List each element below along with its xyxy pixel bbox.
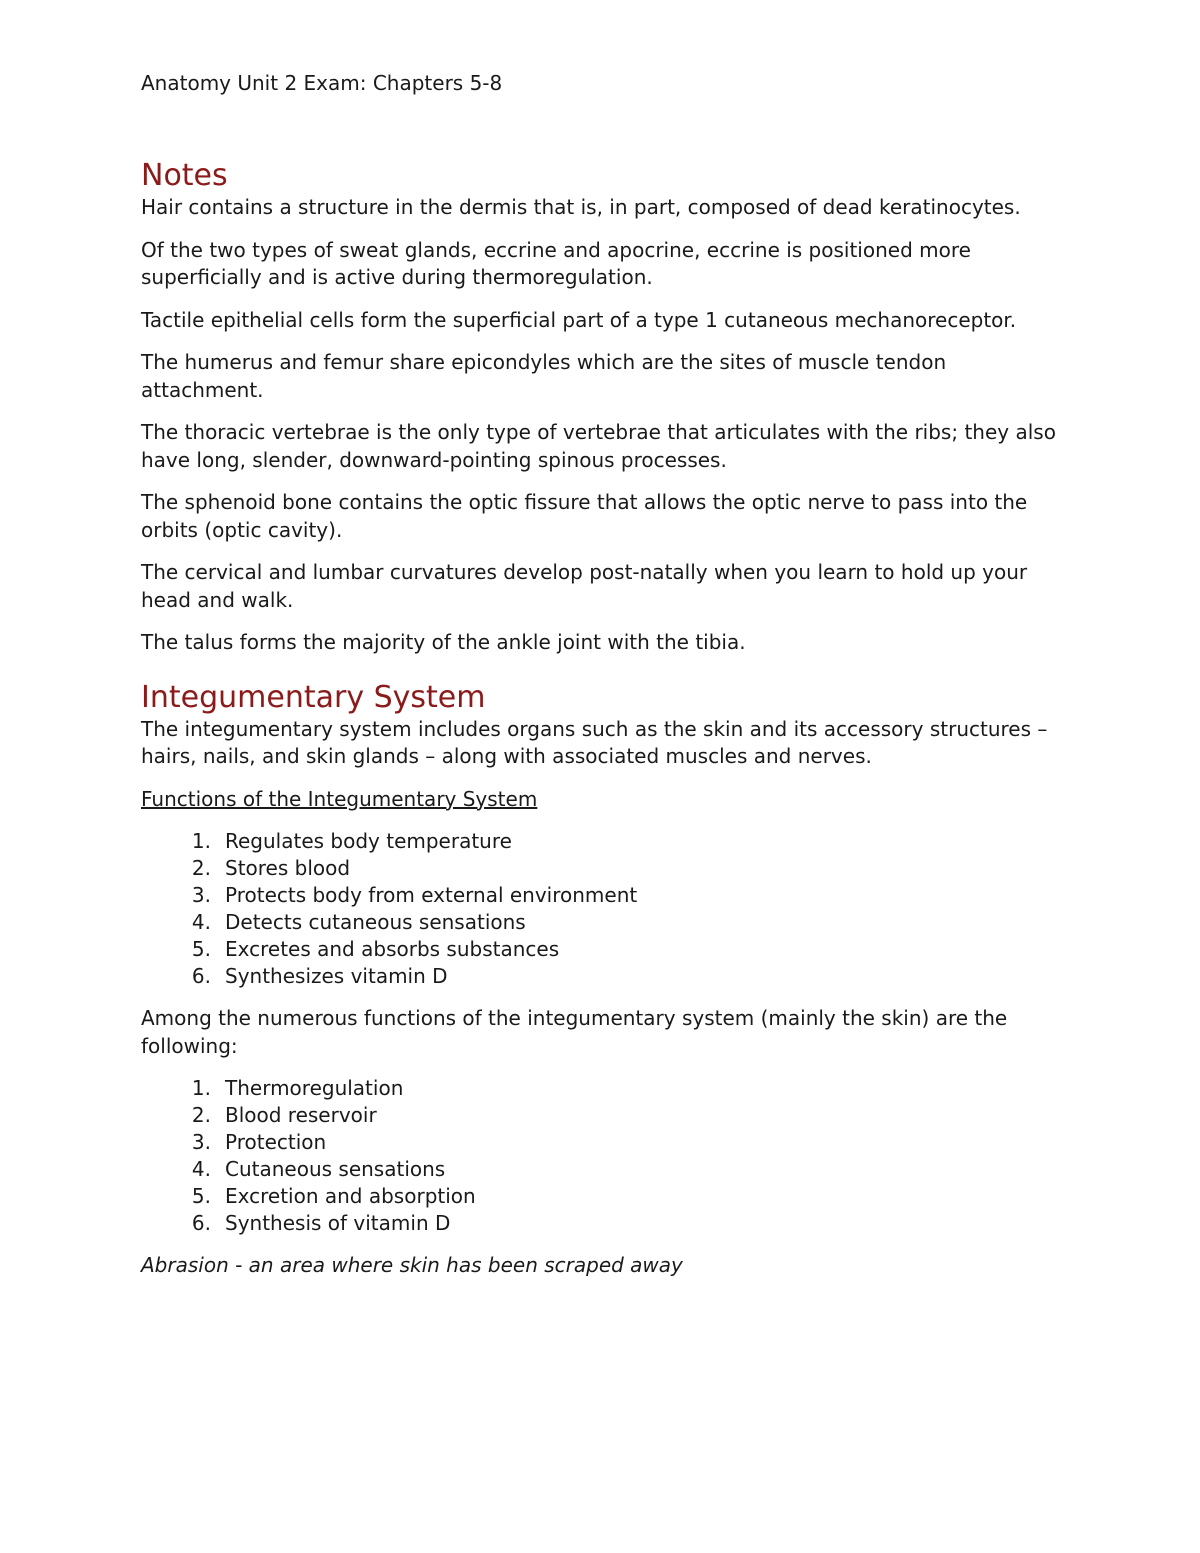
list-item — [141, 1210, 1071, 1237]
list-text: Synthesizes vitamin D — [225, 964, 448, 988]
list-number: 6. — [191, 964, 211, 988]
list-text: Excretion and absorption — [225, 1184, 476, 1208]
list-item — [141, 855, 1071, 882]
list-number: 2. — [191, 856, 211, 880]
list-text: Protection — [225, 1130, 327, 1154]
list-text: Synthesis of vitamin D — [225, 1211, 451, 1235]
list-number: 6. — [191, 1211, 211, 1235]
list-item — [141, 1075, 1071, 1102]
list-text: Blood reservoir — [225, 1103, 377, 1127]
list-text: Protects body from external environment — [225, 883, 638, 907]
list-item — [141, 936, 1071, 963]
list-text: Thermoregulation — [225, 1076, 404, 1100]
list-number: 4. — [191, 1157, 211, 1181]
list-number: 5. — [191, 1184, 211, 1208]
integumentary-heading: Integumentary System — [141, 679, 486, 715]
list-number: 1. — [191, 829, 211, 853]
list-item — [141, 909, 1071, 936]
notes-heading: Notes — [141, 158, 228, 193]
list-number: 2. — [191, 1103, 211, 1127]
list-number: 3. — [191, 1130, 211, 1154]
list-item — [141, 828, 1071, 855]
integumentary-intro: The integumentary system includes organs such as the skin and its accessory structures – hairs, nails, and skin glands – along with associated muscles and nerves. — [141, 716, 1048, 768]
list-text: Detects cutaneous sensations — [225, 910, 526, 934]
notes-paragraph: The thoracic vertebrae is the only type of vertebrae that articulates with the ribs; they also have long, slender, downward-pointing spinous processes. — [141, 420, 1056, 472]
among-paragraph: Among the numerous functions of the integumentary system (mainly the skin) are the following: — [141, 1006, 1008, 1058]
notes-paragraph: The talus forms the majority of the ankle joint with the tibia. — [141, 630, 746, 654]
document-page — [141, 68, 1071, 1295]
notes-paragraph: Of the two types of sweat glands, eccrine and apocrine, eccrine is positioned more superficially and is active during thermoregulation. — [141, 237, 971, 289]
list-item — [141, 1183, 1071, 1210]
among-list — [141, 1075, 1071, 1237]
notes-paragraph: Hair contains a structure in the dermis that is, in part, composed of dead keratinocytes. — [141, 195, 1021, 219]
notes-paragraph: The humerus and femur share epicondyles which are the sites of muscle tendon attachment. — [141, 350, 947, 402]
abrasion-definition: Abrasion - an area where skin has been scraped away — [141, 1253, 683, 1277]
list-number: 1. — [191, 1076, 211, 1100]
list-item — [141, 1102, 1071, 1129]
document-title: Anatomy Unit 2 Exam: Chapters 5-8 — [141, 71, 503, 95]
notes-paragraph: Tactile epithelial cells form the superficial part of a type 1 cutaneous mechanoreceptor. — [141, 307, 1017, 332]
list-item — [141, 1129, 1071, 1156]
list-number: 4. — [191, 910, 211, 934]
list-text: Regulates body temperature — [225, 829, 512, 853]
list-item — [141, 963, 1071, 990]
list-text: Excretes and absorbs substances — [225, 937, 560, 961]
list-number: 5. — [191, 937, 211, 961]
functions-list — [141, 828, 1071, 990]
list-item — [141, 882, 1071, 909]
notes-paragraph: The sphenoid bone contains the optic fissure that allows the optic nerve to pass into the orbits (optic cavity). — [141, 490, 1028, 542]
notes-paragraph: The cervical and lumbar curvatures develop post-natally when you learn to hold up your head and walk. — [141, 560, 1028, 612]
notes-section — [141, 194, 1071, 657]
list-text: Cutaneous sensations — [225, 1157, 446, 1181]
list-text: Stores blood — [225, 856, 351, 880]
functions-subheading: Functions of the Integumentary System — [141, 786, 538, 811]
list-item — [141, 1156, 1071, 1183]
list-number: 3. — [191, 883, 211, 907]
